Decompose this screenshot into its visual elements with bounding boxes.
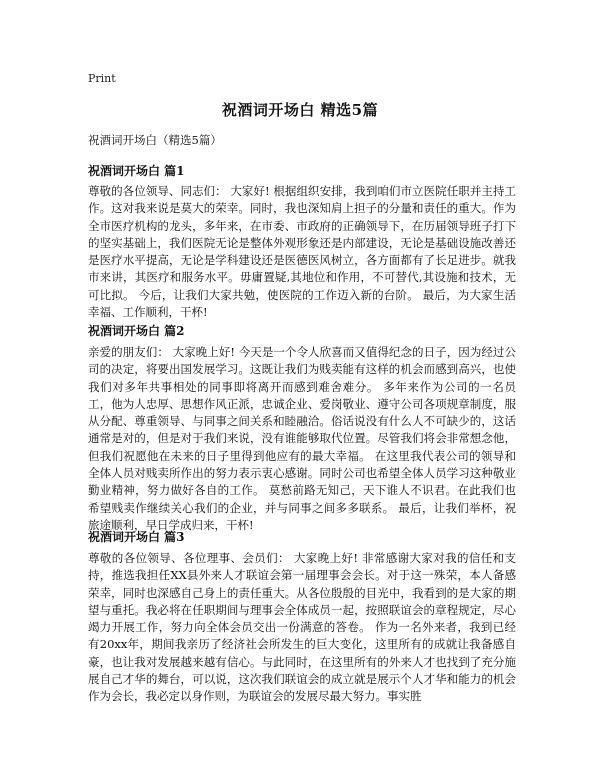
section-body-2: 亲爱的朋友们： 大家晚上好! 今天是一个令人欣喜而又值得纪念的日子，因为经过公司的决定，将要出国发展学习。这既让我们为贱卖能有这样的机会而感到高兴，也使我们对多年共事相处的同事即将离开而感到难舍难分。 多年来作为公司的一名员工，他为人忠厚、思想作风正派，忠诚企业、爱岗敬业、遵守公司各项规章制度，服从分配、尊重领导、与同事之间关系和睦融洽。俗话说没有什么人不可缺少的，这话通常是对的，但是对于我们来说，没有谁能够取代位置。尽管我们将会非常想念他，但我们祝愿他在未来的日子里得到他应有的最大幸福。 在这里我代表公司的领导和全体人员对贱卖所作出的努力表示衷心感谢。同时公司也希望全体人员学习这种敬业勤业精神，努力做好各自的工作。 莫愁前路无知己，天下谁人不识君。在此我们也希望贱卖作继续关心我们的企业，并与同事之间多多联系。 最后，让我们举杯，祝旅途顺利，早日学成归来，干杯! <box>88 345 516 532</box>
document-subtitle: 祝酒词开场白（精选5篇） <box>88 133 222 147</box>
print-label: Print <box>88 72 116 85</box>
page-title: 祝酒词开场白 精选5篇 <box>221 101 379 119</box>
section-heading-3: 祝酒词开场白 篇3 <box>88 530 185 544</box>
section-heading-2: 祝酒词开场白 篇2 <box>88 324 185 338</box>
section-body-3: 尊敬的各位领导、各位理事、会员们： 大家晚上好! 非常感谢大家对我的信任和支持，推选我担任XX县外来人才联谊会第一届理事会会长。对于这一殊荣，本人备感荣幸，同时也深感自己身上的责任重大。从各位殷殷的目光中，我看到的是大家的期望与重托。我必将在任职期间与理事会全体成员一起，按照联谊会的章程规定，尽心竭力开展工作，努力向全体会员交出一份满意的答卷。 作为一名外来者，我到已经有20xx年，期间我亲历了经济社会所发生的巨大变化，这里所有的成就让我备感自豪，也让我对发展越来越有信心。与此同时，在这里所有的外来人才也找到了充分施展自己才华的舞台，可以说，这次我们联谊会的成立就是展示个人才华和能力的机会 作为会长，我必定以身作则，为联谊会的发展尽最大努力。事实胜 <box>88 551 516 704</box>
section-body-1: 尊敬的各位领导、同志们： 大家好! 根据组织安排，我到咱们市立医院任职并主持工作。这对我来说是莫大的荣幸。同时，我也深知肩上担子的分量和责任的重大。作为全市医疗机构的龙头，多年来，在市委、市政府的正确领导下，在历届领导班子打下的坚实基础上，我们医院无论是整体外观形象还是内部建设，无论是基础设施改善还是医疗水平提高，无论是学科建设还是医德医风树立，各方面都有了长足进步。就我市来讲，其医疗和服务水平。毋庸置疑,其地位和作用，不可替代,其设施和技术，无可比拟。 今后，让我们大家共勉，使医院的工作迈入新的台阶。 最后，为大家生活幸福、工作顺利，干杯! <box>88 184 516 320</box>
section-heading-1: 祝酒词开场白 篇1 <box>88 164 185 178</box>
